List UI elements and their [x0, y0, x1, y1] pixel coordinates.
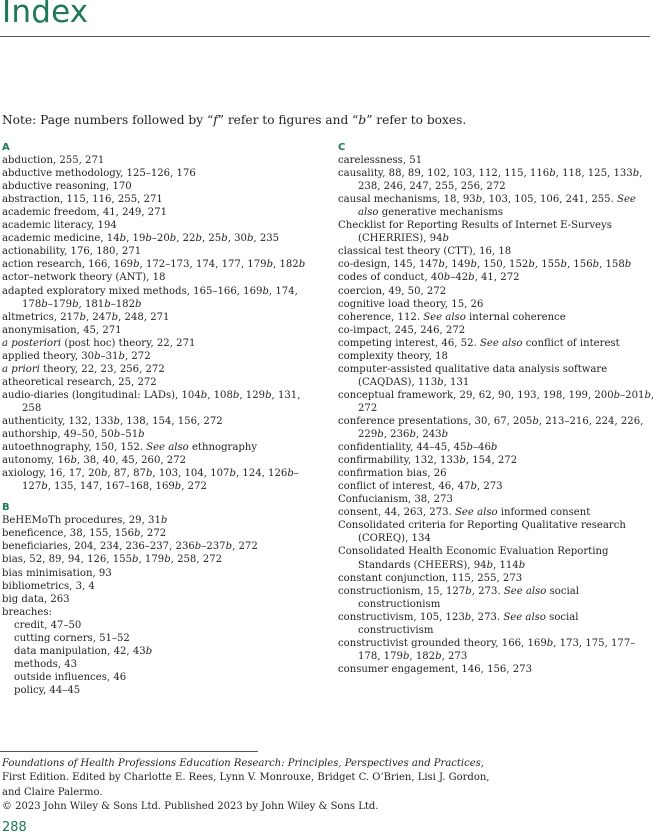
index-entry: abstraction, 115, 116, 255, 271 [2, 194, 163, 206]
index-entry: complexity theory, 18 [338, 350, 448, 362]
book-title-line: Foundations of Health Professions Education Research: Principles, Perspectives and Practices, [2, 758, 484, 769]
index-entry: conceptual framework, 29, 62, 90, 193, 198, 199, 200b–201b, 272 [338, 389, 655, 414]
index-entry: consumer engagement, 146, 156, 273 [338, 663, 533, 675]
index-entry: classical test theory (CTT), 16, 18 [338, 246, 512, 258]
index-entry: bias minimisation, 93 [2, 567, 112, 579]
index-entry: altmetrics, 217b, 247b, 248, 271 [2, 311, 170, 323]
index-entry: Consolidated criteria for Reporting Qualitative research (COREQ), 134 [338, 520, 626, 545]
index-subentry: outside influences, 46 [14, 671, 127, 683]
index-entry: codes of conduct, 40b–42b, 41, 272 [338, 272, 520, 284]
index-entry: audio-diaries (longitudinal: LADs), 104b, 108b, 129b, 131, 258 [2, 389, 301, 414]
section-letter: B [2, 502, 10, 514]
index-entry: academic literacy, 194 [2, 220, 117, 232]
index-entry: coercion, 49, 50, 272 [338, 285, 447, 297]
index-entry: actionability, 176, 180, 271 [2, 246, 142, 258]
index-entry: academic freedom, 41, 249, 271 [2, 207, 168, 219]
index-entry: Checklist for Reporting Results of Internet E-Surveys (CHERRIES), 94b [338, 220, 612, 245]
index-entry: a posteriori (post hoc) theory, 22, 271 [2, 337, 196, 349]
index-entry: competing interest, 46, 52. See also conflict of interest [338, 337, 620, 349]
index-entry: coherence, 112. See also internal coherence [338, 311, 566, 323]
index-entry: bias, 52, 89, 94, 126, 155b, 179b, 258, 272 [2, 554, 223, 566]
index-column-right [338, 141, 656, 676]
index-entry: authenticity, 132, 133b, 138, 154, 156, 272 [2, 415, 223, 427]
index-entry: a priori theory, 22, 23, 256, 272 [2, 363, 165, 375]
index-entry: carelessness, 51 [338, 155, 423, 167]
index-entry: breaches: [2, 606, 52, 618]
index-entry: Consolidated Health Economic Evaluation Reporting Standards (CHEERS), 94b, 114b [338, 546, 609, 571]
index-entry: constructivist grounded theory, 166, 169b, 173, 175, 177–178, 179b, 182b, 273 [338, 637, 636, 662]
index-entry: axiology, 16, 17, 20b, 87, 87b, 103, 104, 107b, 124, 126b–127b, 135, 147, 167–168, 169b, 272 [2, 468, 299, 493]
index-subentry: policy, 44–45 [14, 684, 81, 696]
index-entry: beneficence, 38, 155, 156b, 272 [2, 528, 167, 540]
index-entry: confidentiality, 44–45, 45b–46b [338, 442, 498, 454]
index-entry: co-design, 145, 147b, 149b, 150, 152b, 155b, 156b, 158b [338, 259, 632, 271]
index-entry: abductive methodology, 125–126, 176 [2, 168, 196, 180]
index-entry: big data, 263 [2, 593, 70, 605]
footer-divider [0, 751, 258, 752]
index-entry: autoethnography, 150, 152. See also ethnography [2, 442, 258, 454]
index-entry: action research, 166, 169b, 172–173, 174, 177, 179b, 182b [2, 259, 306, 271]
copyright-line: © 2023 John Wiley & Sons Ltd. Published 2023 by John Wiley & Sons Ltd. [2, 800, 379, 812]
index-entry: cognitive load theory, 15, 26 [338, 298, 484, 310]
index-entry: conference presentations, 30, 67, 205b, 213–216, 224, 226, 229b, 236b, 243b [338, 415, 644, 441]
page-title: Index [2, 0, 89, 30]
index-entry: anonymisation, 45, 271 [2, 324, 122, 336]
index-entry: Confucianism, 38, 273 [338, 494, 453, 506]
section-letter: A [2, 142, 10, 153]
index-entry: academic medicine, 14b, 19b–20b, 22b, 25b, 30b, 235 [2, 233, 280, 245]
index-entry: confirmability, 132, 133b, 154, 272 [338, 455, 518, 467]
index-entry: abduction, 255, 271 [2, 155, 105, 167]
index-entry: adapted exploratory mixed methods, 165–166, 169b, 174, 178b–179b, 181b–182b [2, 285, 298, 310]
index-entry: atheoretical research, 25, 272 [2, 376, 157, 388]
index-entry: conflict of interest, 46, 47b, 273 [338, 481, 503, 493]
index-entry: BeHEMoTh procedures, 29, 31b [2, 515, 168, 527]
index-entry: actor–network theory (ANT), 18 [2, 272, 166, 284]
index-entry: applied theory, 30b–31b, 272 [2, 350, 151, 362]
index-entry: authorship, 49–50, 50b–51b [2, 429, 145, 441]
page-number: 288 [2, 820, 27, 835]
edition-line: First Edition. Edited by Charlotte E. Rees, Lynn V. Monrouxe, Bridget C. O’Brien, Lisi J. Gordon, [2, 772, 490, 784]
index-entry: consent, 44, 263, 273. See also informed consent [338, 507, 591, 519]
index-entry: abductive reasoning, 170 [2, 181, 132, 193]
index-entry: bibliometrics, 3, 4 [2, 580, 95, 592]
index-subentry: data manipulation, 42, 43b [14, 645, 153, 657]
index-subentry: methods, 43 [14, 658, 78, 670]
index-subentry: cutting corners, 51–52 [14, 632, 130, 644]
section-gap [2, 493, 320, 501]
index-entry: co-impact, 245, 246, 272 [338, 324, 466, 336]
index-entry: confirmation bias, 26 [338, 468, 447, 480]
section-letter: C [338, 142, 346, 153]
index-entry: autonomy, 16b, 38, 40, 45, 260, 272 [2, 455, 187, 467]
title-divider [0, 36, 650, 37]
index-subentry: credit, 47–50 [14, 619, 82, 631]
index-entry: causality, 88, 89, 102, 103, 112, 115, 116b, 118, 125, 133b, 238, 246, 247, 255, 256, 272 [338, 168, 643, 193]
index-note: Note: Page numbers followed by “f” refer to figures and “b” refer to boxes. [2, 113, 467, 127]
index-entry: causal mechanisms, 18, 93b, 103, 105, 106, 241, 255. See also generative mechanisms [338, 194, 636, 219]
index-entry: constructionism, 15, 127b, 273. See also social constructionism [338, 585, 579, 610]
editors-line: and Claire Palermo. [2, 786, 103, 798]
index-entry: computer-assisted qualitative data analysis software (CAQDAS), 113b, 131 [338, 363, 608, 388]
index-entry: constant conjunction, 115, 255, 273 [338, 572, 523, 584]
index-column-left [2, 141, 320, 697]
index-entry: beneficiaries, 204, 234, 236–237, 236b–237b, 272 [2, 541, 258, 553]
book-credit [2, 757, 489, 814]
index-entry: constructivism, 105, 123b, 273. See also social constructivism [338, 611, 579, 636]
